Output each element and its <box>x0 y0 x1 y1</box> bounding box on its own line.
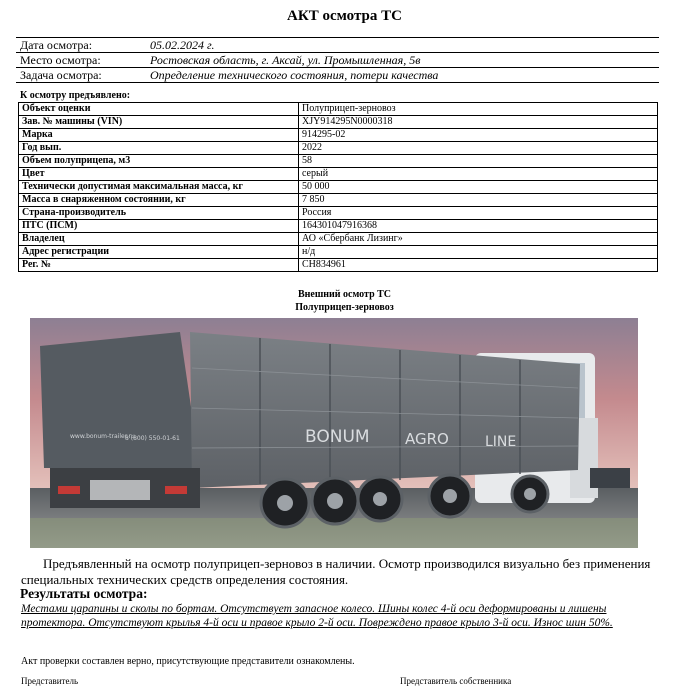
line-text: LINE <box>485 434 517 450</box>
spec-value: Полуприцеп-зерновоз <box>299 103 658 116</box>
results-text: Местами царапины и сколы по бортам. Отсутствует запасное колесо. Шины колес 4-й оси деформированы и лишены протектора. Отсутствуют крылья 4-й оси и правое крыло 2-й оси. Повреждено правое крыло 3-й оси. Износ шин 50%. <box>21 603 613 629</box>
table-row <box>19 142 658 155</box>
table-row <box>19 129 658 142</box>
spec-value: серый <box>299 168 658 181</box>
photo-caption-subtitle: Полуприцеп-зерновоз <box>295 302 394 313</box>
header-value: Определение технического состояния, потери качества <box>146 68 659 83</box>
spec-value: 914295-02 <box>299 129 658 142</box>
inspection-header-table <box>16 37 659 83</box>
spec-value: 7 850 <box>299 194 658 207</box>
signature-right: Представитель собственника <box>400 676 512 686</box>
spec-label: Объект оценки <box>19 103 299 116</box>
spec-value: 58 <box>299 155 658 168</box>
signature-left: Представитель <box>21 676 79 686</box>
spec-label: Технически допустимая максимальная масса, кг <box>19 181 299 194</box>
spec-label: Адрес регистрации <box>19 246 299 259</box>
table-row <box>19 103 658 116</box>
spec-label: Объем полуприцепа, м3 <box>19 155 299 168</box>
spec-label: Рег. № <box>19 259 299 272</box>
vehicle-spec-table <box>18 102 658 272</box>
header-row-date <box>16 38 659 53</box>
spec-label: Цвет <box>19 168 299 181</box>
brand-text: BONUM <box>305 427 370 447</box>
side-web-text: www.bonum-trailer.ru <box>70 433 135 440</box>
table-row <box>19 233 658 246</box>
header-row-task <box>16 68 659 83</box>
header-label: Дата осмотра: <box>16 38 146 53</box>
description-paragraph: Предъявленный на осмотр полуприцеп-зерновоз в наличии. Осмотр производился визуально без применения специальных технических средств определения состояния. <box>21 556 651 587</box>
trailer-photo <box>30 318 638 548</box>
document-title: АКТ осмотра ТС <box>287 8 402 24</box>
table-row <box>19 155 658 168</box>
spec-value: СН834961 <box>299 259 658 272</box>
spec-value: АО «Сбербанк Лизинг» <box>299 233 658 246</box>
table-row <box>19 168 658 181</box>
results-heading: Результаты осмотра: <box>20 586 148 601</box>
spec-value: Россия <box>299 207 658 220</box>
header-label: Задача осмотра: <box>16 68 146 83</box>
table-row <box>19 207 658 220</box>
spec-label: Зав. № машины (VIN) <box>19 116 299 129</box>
spec-label: Масса в снаряженном состоянии, кг <box>19 194 299 207</box>
spec-value: 50 000 <box>299 181 658 194</box>
spec-value: 164301047916368 <box>299 220 658 233</box>
presented-label: К осмотру предъявлено: <box>20 90 131 101</box>
header-row-place <box>16 53 659 68</box>
spec-label: Год вып. <box>19 142 299 155</box>
table-row <box>19 246 658 259</box>
agro-text: AGRO <box>405 430 449 448</box>
photo-caption-title: Внешний осмотр ТС <box>297 289 392 300</box>
header-value: Ростовская область, г. Аксай, ул. Промышленная, 5в <box>146 53 659 68</box>
phone-text: 8 (800) 550-01-61 <box>125 435 180 442</box>
header-label: Место осмотра: <box>16 53 146 68</box>
spec-value: н/д <box>299 246 658 259</box>
table-row <box>19 259 658 272</box>
table-row <box>19 116 658 129</box>
spec-label: Владелец <box>19 233 299 246</box>
table-row <box>19 220 658 233</box>
table-row <box>19 181 658 194</box>
spec-label: ПТС (ПСМ) <box>19 220 299 233</box>
confirmation-text: Акт проверки составлен верно, присутствующие представители ознакомлены. <box>21 656 355 667</box>
rear-frame <box>50 468 200 508</box>
spec-label: Страна-производитель <box>19 207 299 220</box>
table-row <box>19 194 658 207</box>
spec-label: Марка <box>19 129 299 142</box>
spec-value: XJY914295N0000318 <box>299 116 658 129</box>
spec-value: 2022 <box>299 142 658 155</box>
header-value: 05.02.2024 г. <box>146 38 659 53</box>
